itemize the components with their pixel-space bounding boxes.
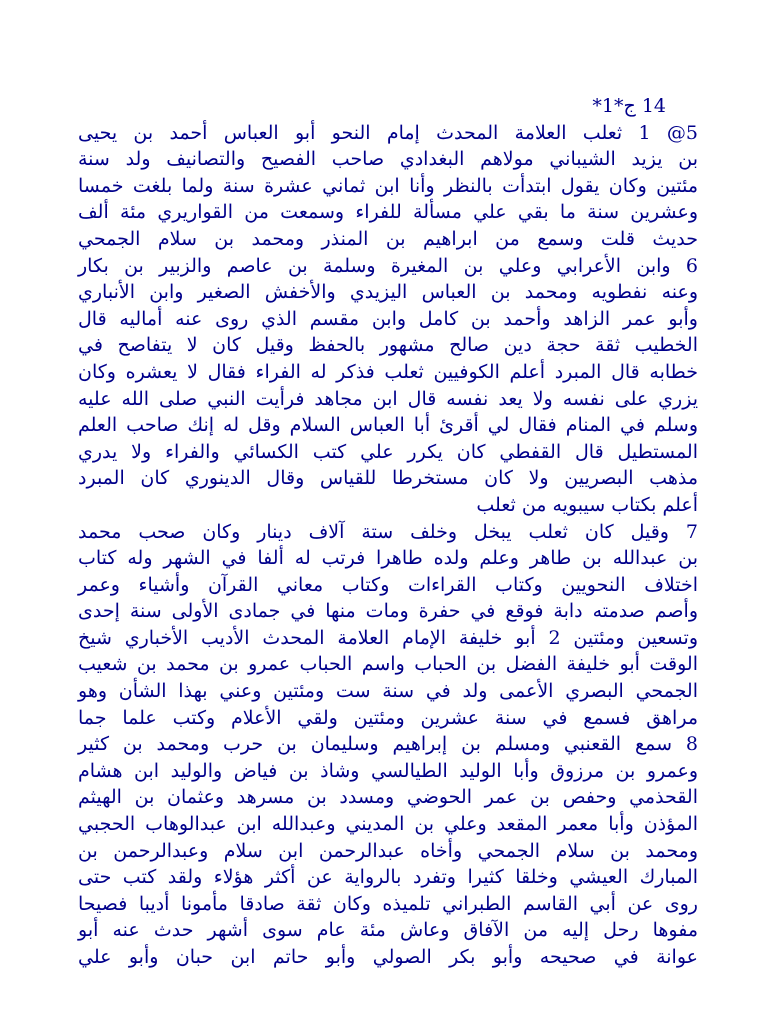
text-line: مراهق فسمع في سنة عشرين ومئتين ولقي الأعلام وكتب علما جما	[78, 706, 698, 729]
text-line: مئتين وكان يقول ابتدأت بالنظر وأنا ابن ثماني عشرة سنة ولما بلغت خمسا	[78, 174, 698, 197]
text-line: عوانة في صحيحه وأبو بكر الصولي وأبو حاتم ابن حبان وأبو علي	[78, 946, 698, 968]
text-line: وسلم في المنام فقال لي أقرئ أبا العباس السلام وقل له إنك صاحب العلم	[78, 414, 698, 437]
text-line: وأبو عمر الزاهد وأحمد بن كامل وابن مقسم الذي روى عنه أماليه قال	[78, 307, 698, 330]
document-text	[78, 93, 698, 971]
text-line: يزري على نفسه ولا يعد نفسه قال ابن مجاهد فرأيت النبي صلى الله عليه	[78, 387, 698, 410]
text-line: ومحمد بن سلام الجمحي وأخاه عبدالرحمن ابن سلام وعبدالرحمن بن	[78, 839, 698, 862]
text-line: الوقت أبو خليفة الفضل بن الحباب واسم الحباب عمرو بن محمد بن شعيب	[78, 653, 698, 676]
text-line: وتسعين ومئتين 2 أبو خليفة الإمام العلامة المحدث الأديب الأخباري شيخ	[78, 626, 699, 649]
text-line: وعنه نفطويه ومحمد بن العباس اليزيدي والأخفش الصغير وابن الأنباري	[78, 281, 698, 304]
text-line: المبارك العيشي وخلقا كثيرا وتفرد بالرواية عن أكثر هؤلاء ولقد كتب حتى	[78, 866, 698, 889]
text-line: 7 وقيل كان ثعلب يبخل وخلف ستة آلاف دينار وكان صحب محمد	[78, 520, 698, 543]
text-line: المستطيل قال القفطي كان يكرر علي كتب الكسائي والفراء ولا يدري	[78, 440, 698, 463]
text-line: خطابه قال المبرد أعلم الكوفيين ثعلب فذكر له الفراء فقال لا يعشره وكان	[78, 360, 698, 383]
text-line: 5@ 1 ثعلب العلامة المحدث إمام النحو أبو العباس أحمد بن يحيى	[78, 121, 698, 144]
text-line: بن يزيد الشيباني مولاهم البغدادي صاحب الفصيح والتصانيف ولد سنة	[78, 148, 698, 171]
text-line: 8 سمع القعنبي ومسلم بن إبراهيم وسليمان بن حرب ومحمد بن كثير	[78, 733, 698, 756]
text-line: 6 وابن الأعرابي وعلي بن المغيرة وسلمة بن عاصم والزبير بن بكار	[78, 254, 698, 277]
text-line: بن عبدالله بن طاهر وعلم ولده طاهرا فرتب له ألفا في الشهر وله كتاب	[78, 547, 698, 570]
page-header: 14 ج*1*	[592, 95, 666, 117]
text-line: حديث قلت وسمع من ابراهيم بن المنذر ومحمد بن سلام الجمحي	[78, 227, 698, 250]
text-line: أعلم بكتاب سيبويه من ثعلب	[476, 493, 698, 516]
text-line: اختلاف النحويين وكتاب القراءات وكتاب معاني القرآن وأشياء وعمر	[78, 573, 698, 596]
text-line: مفوها رحل إليه من الآفاق وعاش مئة عام سوى أشهر حدث عنه أبو	[78, 919, 698, 942]
text-line: الخطيب ثقة حجة دين صالح مشهور بالحفظ وقيل كان لا يتفاصح في	[78, 334, 698, 357]
text-line: وعشرين سنة ما بقي علي مسألة للفراء وسمعت من القواريري مئة ألف	[78, 201, 698, 224]
text-line: مذهب البصريين ولا كان مستخرطا للقياس وقال الدينوري كان المبرد	[78, 467, 698, 490]
text-line: الجمحي البصري الأعمى ولد في سنة ست ومئتين وعني بهذا الشأن وهو	[78, 680, 698, 703]
text-line: وأصم صدمته دابة فوقع في حفرة ومات منها في جمادى الأولى سنة إحدى	[78, 600, 698, 623]
text-line: المؤذن وأبا معمر المقعد وعلي بن المديني وعبدالله ابن عبدالوهاب الحجبي	[78, 813, 698, 836]
text-line: روى عن أبي القاسم الطبراني تلميذه وكان ثقة صادقا مأمونا أديبا فصيحا	[78, 892, 698, 915]
text-line: القحذمي وحفص بن عمر الحوضي ومسدد بن مسرهد وعثمان بن الهيثم	[78, 786, 698, 809]
text-line: وعمرو بن مرزوق وأبا الوليد الطيالسي وشاذ بن فياض والوليد ابن هشام	[78, 759, 698, 782]
